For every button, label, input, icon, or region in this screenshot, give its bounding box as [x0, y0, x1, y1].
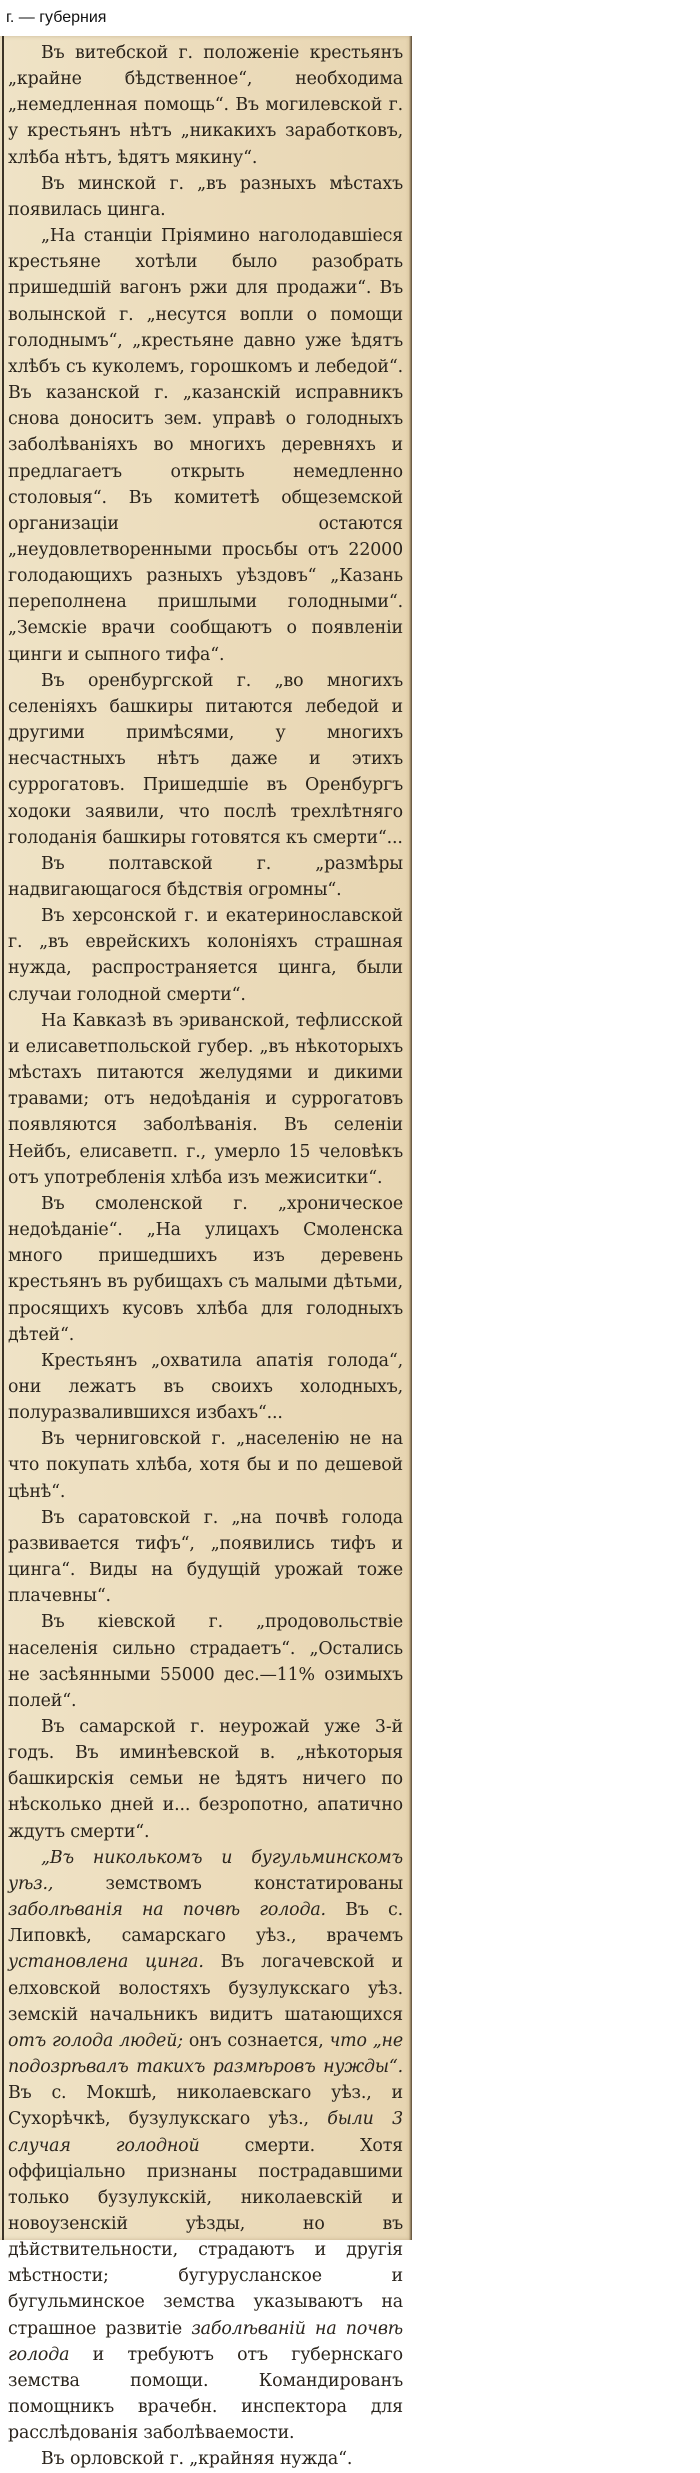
paragraph-text: Крестьянъ „охватила апатія голода“, они лежатъ въ своихъ холодныхъ, полуразвалившихся избахъ“...: [8, 1350, 403, 1424]
paragraph-text: Въ самарской г. неурожай уже 3-й годъ. Въ иминѣевской в. „нѣкоторыя башкирскія семьи не ѣдятъ ничего по нѣсколько дней и... безропотно, апатично ждутъ смерти“.: [8, 1717, 403, 1842]
paragraph-text: Въ херсонской г. и екатеринославской г. „въ еврейскихъ колоніяхъ страшная нужда, распространяется цинга, были случаи голодной смерти“.: [8, 906, 403, 1005]
paragraph-text: онъ сознается,: [182, 2030, 330, 2051]
article-paragraph: [8, 1426, 403, 1504]
article-paragraph: [8, 1191, 403, 1348]
article-column: [8, 40, 404, 2470]
article-paragraph: [8, 223, 403, 668]
article-paragraph: [8, 1845, 403, 2447]
article-paragraph: [8, 40, 403, 171]
paragraph-text: и требуютъ отъ губернскаго земства помощи. Командированъ помощникъ врачебн. инспектора для расслѣдованія заболѣваемости.: [8, 2344, 403, 2444]
paragraph-text: Въ орловской г. „крайняя нужда“.: [41, 2449, 353, 2470]
paragraph-text: Въ оренбургской г. „во многихъ селеніяхъ башкиры питаются лебедой и другими примѣсями, у многихъ несчастныхъ нѣтъ даже и этихъ суррогатовъ. Пришедшіе въ Оренбургъ ходоки заявили, что послѣ трехлѣтняго голоданія башкиры готовятся къ смерти“...: [8, 670, 403, 848]
article-paragraph: [8, 1609, 403, 1714]
paragraph-text: На Кавказѣ въ эриванской, тефлисской и елисаветпольской губер. „въ нѣкоторыхъ мѣстахъ питаются желудями и дикими травами; отъ недоѣданія и суррогатовъ появляются заболѣванія. Въ селеніи Нейбъ, елисаветп. г., умерло 15 человѣкъ отъ употребленія хлѣба изъ межиситки“.: [8, 1010, 403, 1188]
paragraph-text: Въ с. Липовкѣ, самарскаго уѣз., врачемъ: [8, 1900, 403, 1947]
paragraph-text: Въ с. Мокшѣ, николаевскаго уѣз., и Сухорѣчкѣ, бузулукскаго уѣз.,: [8, 2083, 403, 2130]
italic-text: были 3 случая голодной: [8, 2109, 403, 2156]
paragraph-text: земствомъ констатированы: [53, 1873, 403, 1894]
article-paragraph: [8, 1008, 403, 1191]
article-paragraph: [8, 2446, 403, 2472]
italic-text: заболѣванія на почвѣ голода.: [8, 1900, 326, 1921]
paragraph-text: смерти. Хотя оффиціально признаны пострадавшими только бузулукскій, николаевскій и новоузенскій уѣзды, но въ дѣйствительности, страдаютъ и другія мѣстности; бугурусланское и бугульминское земства указываютъ на страшное развитіе: [8, 2135, 403, 2339]
article-paragraph: [8, 1348, 403, 1426]
paragraph-text: Въ черниговской г. „населенію не на что покупать хлѣба, хотя бы и по дешевой цѣнѣ“.: [8, 1429, 403, 1502]
paragraph-text: Въ логачевской и елховской волостяхъ бузулукскаго уѣз. земскій начальникъ видитъ шатающихся: [8, 1952, 404, 2025]
paragraph-text: Въ полтавской г. „размѣры надвигающагося бѣдствія огромны“.: [8, 853, 403, 900]
paragraph-text: Въ витебской г. положеніе крестьянъ „крайне бѣдственное“, необходима „немедленная помощь“. Въ могилевской г. у крестьянъ нѣтъ „никакихъ заработковъ, хлѣба нѣтъ, ѣдятъ мякину“.: [8, 43, 403, 168]
italic-text: что „не подозрѣвалъ такихъ размѣровъ нужды“.: [8, 2030, 404, 2078]
paragraph-text: Въ минской г. „въ разныхъ мѣстахъ появилась цинга.: [8, 173, 403, 220]
article-paragraph: [8, 903, 403, 1008]
italic-text: заболѣваній на почвѣ голода: [8, 2318, 403, 2365]
paragraph-text: Въ смоленской г. „хроническое недоѣданіе“. „На улицахъ Смоленска много пришедшихъ изъ деревень крестьянъ въ рубищахъ съ малыми дѣтьми, просящихъ кусовъ хлѣба для голодныхъ дѣтей“.: [8, 1193, 403, 1345]
article-paragraph: [8, 1714, 403, 1845]
caption: г. — губерния: [6, 9, 107, 26]
article-paragraph: [8, 668, 403, 851]
article-paragraph: [8, 851, 403, 903]
article-paragraph: [8, 171, 403, 223]
paragraph-text: Въ кіевской г. „продовольствіе населенія сильно страдаетъ“. „Остались не засѣянными 55000 дес.—11% озимыхъ полей“.: [8, 1612, 403, 1711]
italic-text: установлена цинга.: [8, 1952, 204, 1973]
article-paragraph: [8, 1505, 403, 1610]
newspaper-clipping: [0, 36, 412, 2470]
italic-text: „Въ николькомъ и бугульминскомъ уѣз.,: [8, 1847, 403, 1894]
italic-text: отъ голода людей;: [8, 2030, 183, 2051]
paragraph-text: „На станціи Пріямино наголодавшіеся крестьяне хотѣли было разобрать пришедшій вагонъ ржи для продажи“. Въ волынской г. „несутся вопли о помощи голоднымъ“, „крестьяне давно уже ѣдятъ хлѣбъ съ куколемъ, горошкомъ и лебедой“. Въ казанской г. „казанскій исправникъ снова доноситъ зем. управѣ о голодныхъ заболѣваніяхъ во многихъ деревняхъ и предлагаетъ открыть немедленно столовыя“. Въ комитетѣ общеземской организаціи остаются „неудовлетворенными просьбы отъ 22000 голодающихъ разныхъ уѣздовъ“ „Казань переполнена пришлыми голодными“. „Земскіе врачи сообщаютъ о появленіи цинги и сыпного тифа“.: [8, 226, 403, 665]
paragraph-text: Въ саратовской г. „на почвѣ голода развивается тифъ“, „появились тифъ и цинга“. Виды на будущій урожай тоже плачевны“.: [8, 1507, 403, 1607]
